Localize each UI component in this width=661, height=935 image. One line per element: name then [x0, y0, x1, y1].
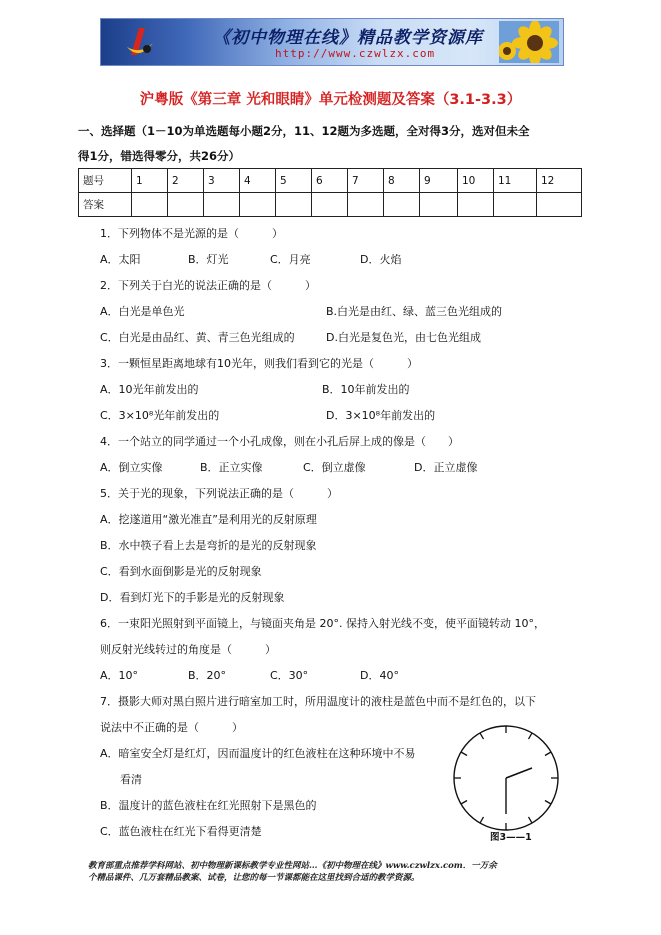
- answer-cell[interactable]: [204, 193, 240, 217]
- table-row-numbers: [79, 169, 582, 193]
- clock-tick: [480, 817, 484, 823]
- question-6-option-d: D．40°: [360, 669, 399, 682]
- question-6-option-a: A．10°: [100, 669, 139, 682]
- table-cell: 12: [537, 169, 582, 193]
- site-logo-icon: [123, 25, 155, 59]
- question-5-option-a: A．挖遂道用“激光准直”是利用光的反射原理: [100, 513, 317, 526]
- clock-tick: [545, 752, 551, 756]
- table-cell: 10: [458, 169, 494, 193]
- table-cell: 4: [240, 169, 276, 193]
- question-5-option-c: C．看到水面倒影是光的反射现象: [100, 565, 262, 578]
- clock-tick: [529, 733, 533, 739]
- question-3-option-a: A．10光年前发出的: [100, 383, 199, 396]
- question-3-option-b: B．10年前发出的: [322, 383, 410, 396]
- table-header-cell: 题号: [79, 169, 132, 193]
- answer-cell[interactable]: [494, 193, 537, 217]
- question-1-option-b: B．灯光: [188, 253, 229, 266]
- answer-cell[interactable]: [384, 193, 420, 217]
- answer-table: [78, 168, 582, 217]
- question-4-option-d: D．正立虚像: [414, 461, 478, 474]
- section-heading-line2: 得1分，错选得零分，共26分）: [78, 149, 241, 163]
- table-cell: 2: [168, 169, 204, 193]
- question-2-option-b: B.白光是由红、绿、蓝三色光组成的: [326, 305, 503, 318]
- question-3-option-d: D．3×10⁸年前发出的: [326, 409, 436, 422]
- footer-line-1: 教育部重点推荐学科网站、初中物理新课标教学专业性网站…《初中物理在线》www.czwlzx.com．一万余: [88, 861, 497, 871]
- question-6-option-c: C．30°: [270, 669, 309, 682]
- table-header-cell: 答案: [79, 193, 132, 217]
- question-7-option-a-line1: A．暗室安全灯是红灯，因而温度计的红色液柱在这种环境中不易: [100, 747, 416, 760]
- question-7-option-a-line2: 看清: [120, 773, 142, 786]
- question-5-stem: 5．关于光的现象，下列说法正确的是（ ）: [100, 487, 338, 500]
- question-4-stem: 4．一个站立的同学通过一个小孔成像，则在小孔后屏上成的像是（ ）: [100, 435, 459, 448]
- table-cell: 8: [384, 169, 420, 193]
- answer-cell[interactable]: [132, 193, 168, 217]
- question-3-stem: 3．一颗恒星距离地球有10光年，则我们看到它的光是（ ）: [100, 357, 418, 370]
- clock-tick: [545, 801, 551, 805]
- question-6-option-b: B．20°: [188, 669, 227, 682]
- question-1-option-c: C．月亮: [270, 253, 311, 266]
- answer-cell[interactable]: [276, 193, 312, 217]
- question-7-stem-line2: 说法中不正确的是（ ）: [100, 721, 243, 734]
- question-2-option-d: D.白光是复色光，由七色光组成: [326, 331, 481, 344]
- sunflower-icon: [499, 21, 559, 63]
- answer-cell[interactable]: [240, 193, 276, 217]
- clock-tick: [529, 817, 533, 823]
- question-5-option-b: B．水中筷子看上去是弯折的是光的反射现象: [100, 539, 317, 552]
- section-heading-line1: 一、选择题（1－10为单选题每小题2分，11、12题为多选题，全对得3分，选对但未全: [78, 124, 530, 138]
- table-cell: 7: [348, 169, 384, 193]
- header-banner: [100, 18, 564, 66]
- page-footer: [88, 860, 576, 884]
- question-4-option-a: A．倒立实像: [100, 461, 163, 474]
- question-2-stem: 2．下列关于白光的说法正确的是（ ）: [100, 279, 316, 292]
- question-1-option-a: A．太阳: [100, 253, 141, 266]
- table-cell: 6: [312, 169, 348, 193]
- question-1-stem: 1．下列物体不是光源的是（ ）: [100, 227, 283, 240]
- table-cell: 1: [132, 169, 168, 193]
- question-4-option-b: B．正立实像: [200, 461, 263, 474]
- question-6-stem-line1: 6．一束阳光照射到平面镜上，与镜面夹角是 20°. 保持入射光线不变，使平面镜转动 10°，: [100, 617, 545, 630]
- clock-tick: [461, 801, 467, 805]
- answer-cell[interactable]: [420, 193, 458, 217]
- question-4-option-c: C．倒立虚像: [303, 461, 366, 474]
- clock-tick: [461, 752, 467, 756]
- page-title: 沪粤版《第三章 光和眼睛》单元检测题及答案（3.1-3.3）: [139, 92, 522, 108]
- table-cell: 9: [420, 169, 458, 193]
- question-3-option-c: C．3×10⁸光年前发出的: [100, 409, 220, 422]
- question-7-option-b: B．温度计的蓝色液柱在红光照射下是黑色的: [100, 799, 317, 812]
- banner-title: 《初中物理在线》精品教学资源库: [213, 28, 483, 48]
- question-2-option-c: C．白光是由品红、黄、青三色光组成的: [100, 331, 295, 344]
- banner-url[interactable]: http://www.czwlzx.com: [275, 47, 436, 60]
- answer-cell[interactable]: [312, 193, 348, 217]
- table-cell: 3: [204, 169, 240, 193]
- answer-cell[interactable]: [348, 193, 384, 217]
- answer-cell[interactable]: [458, 193, 494, 217]
- question-1-option-d: D．火焰: [360, 253, 402, 266]
- clock-figure: [450, 722, 562, 838]
- answer-cell[interactable]: [168, 193, 204, 217]
- footer-line-2: 个精品课件、几万套精品教案、试卷，让您的每一节课都能在这里找到合适的教学资源。: [88, 873, 420, 883]
- table-row-answers: [79, 193, 582, 217]
- answer-cell[interactable]: [537, 193, 582, 217]
- figure-label: 图3——1: [490, 832, 532, 843]
- table-cell: 11: [494, 169, 537, 193]
- clock-tick: [480, 733, 484, 739]
- question-5-option-d: D．看到灯光下的手影是光的反射现象: [100, 591, 285, 604]
- question-7-option-c: C．蓝色液柱在红光下看得更清楚: [100, 825, 262, 838]
- question-6-stem-line2: 则反射光线转过的角度是（ ）: [100, 643, 276, 656]
- question-7-stem-line1: 7．摄影大师对黑白照片进行暗室加工时，所用温度计的液柱是蓝色中而不是红色的，以下: [100, 695, 536, 708]
- table-cell: 5: [276, 169, 312, 193]
- question-2-option-a: A．白光是单色光: [100, 305, 185, 318]
